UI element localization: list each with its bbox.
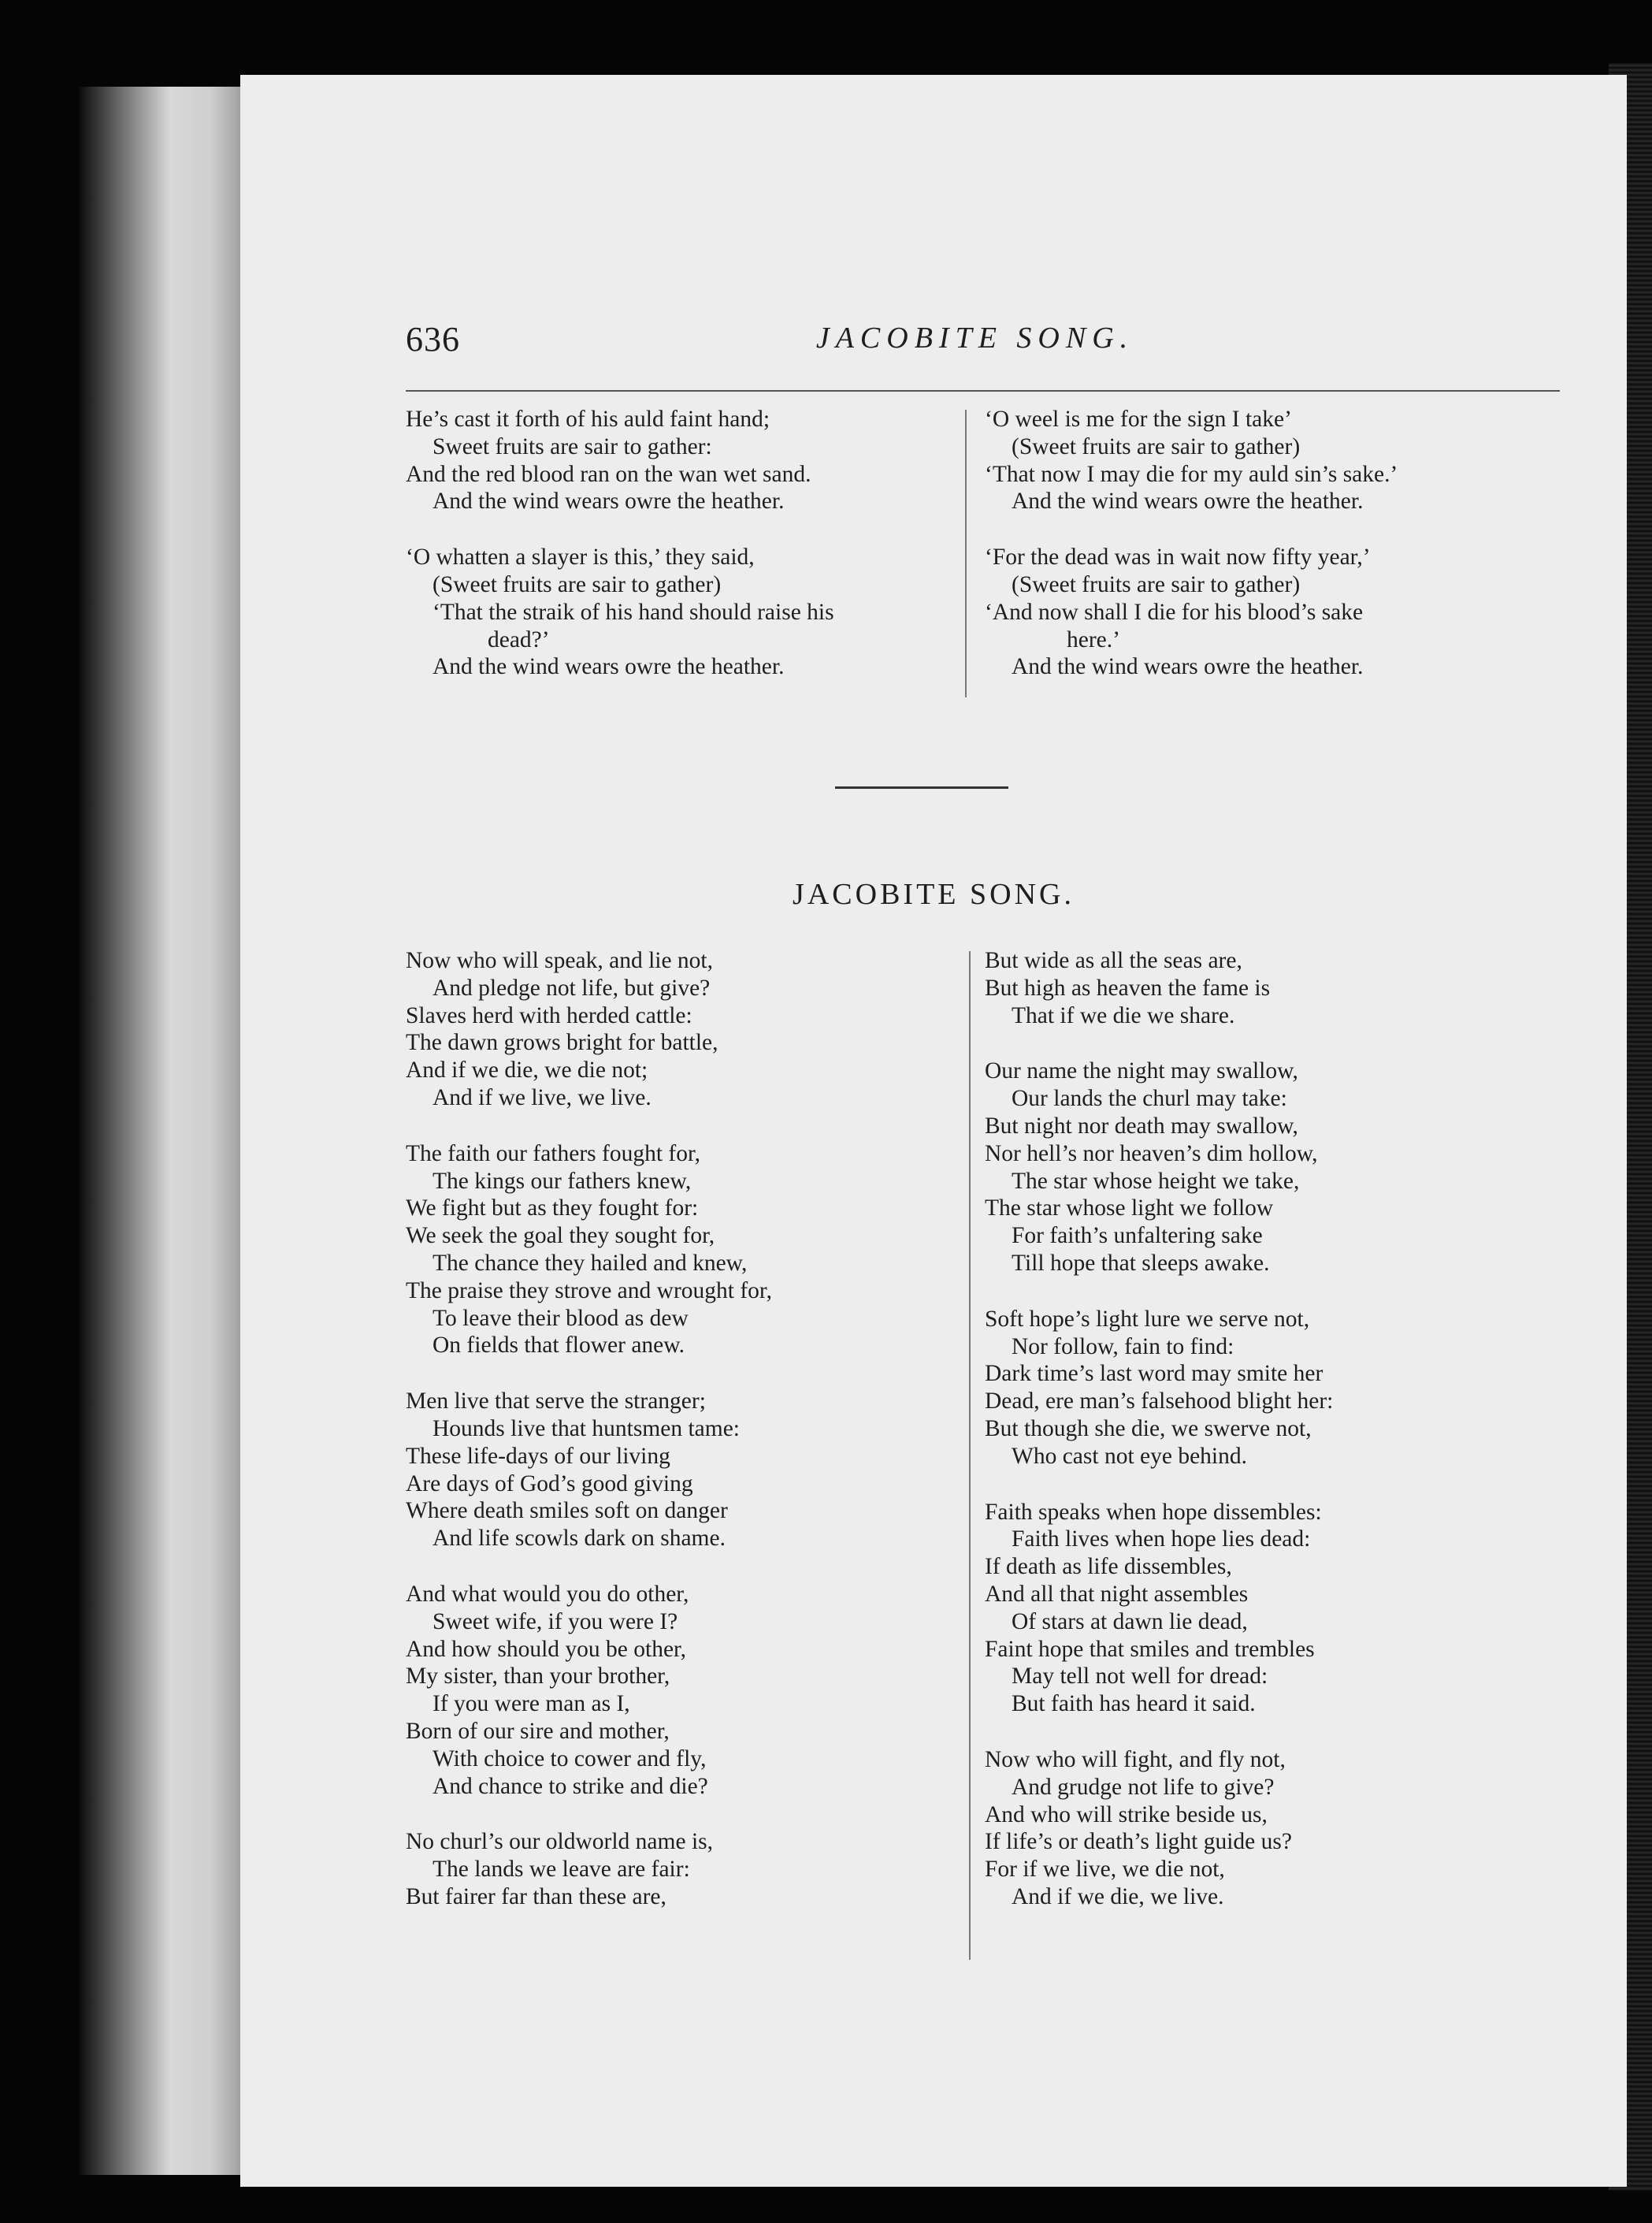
verse-line: May tell not well for dread: <box>1012 1664 1268 1690</box>
verse-line: But night nor death may swallow, <box>985 1113 1298 1139</box>
section-rule <box>835 786 1008 789</box>
verse-line: ‘For the dead was in wait now fifty year,’ <box>985 545 1371 571</box>
verse-line: The kings our fathers knew, <box>432 1168 692 1194</box>
running-title: JACOBITE SONG. <box>815 322 1134 355</box>
verse-line: We seek the goal they sought for, <box>406 1223 715 1249</box>
verse-line: ‘That now I may die for my auld sin’s sake.’ <box>985 461 1398 487</box>
verse-line: And how should you be other, <box>406 1636 687 1662</box>
verse-line: And the wind wears owre the heather. <box>1012 489 1364 515</box>
book-page-edges <box>79 87 244 2175</box>
verse-line: For if we live, we die not, <box>985 1857 1225 1883</box>
verse-line: ‘That the straik of his hand should raise his <box>432 599 834 625</box>
verse-line: (Sweet fruits are sair to gather) <box>1012 571 1301 597</box>
verse-line: My sister, than your brother, <box>406 1664 670 1690</box>
verse-line: The faith our fathers fought for, <box>406 1140 700 1166</box>
verse-line: No churl’s our oldworld name is, <box>406 1829 713 1855</box>
verse-line: ‘And now shall I die for his blood’s sake <box>985 599 1364 625</box>
verse-line: And what would you do other, <box>406 1581 689 1607</box>
verse-line: If you were man as I, <box>432 1691 630 1717</box>
verse-line: Slaves herd with herded cattle: <box>406 1002 692 1028</box>
verse-line: But though she die, we swerve not, <box>985 1415 1312 1441</box>
column-divider <box>969 951 971 1960</box>
column-divider <box>965 410 967 697</box>
stanza <box>406 947 772 1112</box>
stanza <box>406 1388 772 1552</box>
verse-line: ‘O weel is me for the sign I take’ <box>985 407 1292 432</box>
stanza <box>406 406 834 515</box>
stanza <box>406 544 834 681</box>
stanza <box>985 1058 1333 1277</box>
verse-line: We fight but as they fought for: <box>406 1195 699 1221</box>
verse-line: (Sweet fruits are sair to gather) <box>432 571 722 597</box>
verse-line: Our name the night may swallow, <box>985 1058 1298 1084</box>
verse-line: Faith speaks when hope dissembles: <box>985 1499 1322 1525</box>
verse-line: Sweet fruits are sair to gather: <box>432 433 712 459</box>
verse-line: On fields that flower anew. <box>432 1333 685 1359</box>
verse-line: The lands we leave are fair: <box>432 1857 690 1883</box>
verse-line: Born of our sire and mother, <box>406 1718 670 1744</box>
verse-line: These life-days of our living <box>406 1443 670 1469</box>
verse-line: And if we die, we die not; <box>406 1058 648 1084</box>
stanza <box>406 1140 772 1359</box>
verse-line: Now who will fight, and fly not, <box>985 1746 1286 1772</box>
stanza <box>985 1499 1333 1718</box>
verse-line: Our lands the churl may take: <box>1012 1086 1287 1112</box>
verse-line: If death as life dissembles, <box>985 1554 1232 1580</box>
verse-line: And the red blood ran on the wan wet sand. <box>406 461 811 487</box>
verse-line: And pledge not life, but give? <box>432 975 711 1001</box>
verse-line: Faint hope that smiles and trembles <box>985 1636 1315 1662</box>
song-right-column <box>985 947 1333 1939</box>
verse-line: And the wind wears owre the heather. <box>432 654 785 680</box>
verse-line: And grudge not life to give? <box>1012 1774 1275 1800</box>
verse-line: But high as heaven the fame is <box>985 975 1271 1001</box>
prev-poem-right-column <box>985 406 1398 709</box>
verse-line: (Sweet fruits are sair to gather) <box>1012 433 1301 459</box>
verse-line: But fairer far than these are, <box>406 1883 666 1909</box>
verse-line: Where death smiles soft on danger <box>406 1498 728 1524</box>
running-head <box>406 319 1544 366</box>
verse-line: And if we live, we live. <box>432 1084 652 1110</box>
verse-line: dead?’ <box>488 626 550 652</box>
verse-line: And the wind wears owre the heather. <box>1012 654 1364 680</box>
verse-line: The praise they strove and wrought for, <box>406 1277 772 1303</box>
verse-line: Nor hell’s nor heaven’s dim hollow, <box>985 1140 1318 1166</box>
verse-line: The dawn grows bright for battle, <box>406 1030 718 1056</box>
verse-line: Nor follow, fain to find: <box>1012 1333 1234 1359</box>
song-left-column <box>406 947 772 1939</box>
stanza <box>985 1306 1333 1470</box>
verse-line: And life scowls dark on shame. <box>432 1526 726 1552</box>
verse-line: With choice to cower and fly, <box>432 1745 707 1771</box>
song-title: JACOBITE SONG. <box>793 878 1075 911</box>
verse-line: He’s cast it forth of his auld faint hand; <box>406 407 770 432</box>
stanza <box>406 1828 772 1910</box>
page-number: 636 <box>406 320 460 359</box>
verse-line: Men live that serve the stranger; <box>406 1388 706 1414</box>
verse-line: Dead, ere man’s falsehood blight her: <box>985 1388 1334 1414</box>
verse-line: The star whose height we take, <box>1012 1168 1300 1194</box>
verse-line: ‘O whatten a slayer is this,’ they said, <box>406 545 755 571</box>
stanza <box>985 406 1398 515</box>
verse-line: But wide as all the seas are, <box>985 948 1242 973</box>
stanza <box>985 947 1333 1029</box>
verse-line: To leave their blood as dew <box>432 1305 689 1331</box>
verse-line: Faith lives when hope lies dead: <box>1012 1526 1311 1552</box>
verse-line: Dark time’s last word may smite her <box>985 1361 1323 1387</box>
verse-line: here.’ <box>1067 626 1120 652</box>
stanza <box>406 1581 772 1800</box>
stanza <box>985 1746 1333 1911</box>
verse-line: And the wind wears owre the heather. <box>432 489 785 515</box>
prev-poem-left-column <box>406 406 834 709</box>
verse-line: But faith has heard it said. <box>1012 1691 1256 1717</box>
verse-line: The chance they hailed and knew, <box>432 1250 748 1276</box>
verse-line: Of stars at dawn lie dead, <box>1012 1608 1248 1634</box>
verse-line: Who cast not eye behind. <box>1012 1443 1248 1469</box>
verse-line: Sweet wife, if you were I? <box>432 1608 678 1634</box>
verse-line: And chance to strike and die? <box>432 1773 708 1799</box>
verse-line: And who will strike beside us, <box>985 1801 1268 1827</box>
header-rule <box>406 390 1560 392</box>
book-page <box>240 75 1627 2187</box>
stanza <box>985 544 1398 681</box>
verse-line: Are days of God’s good giving <box>406 1470 693 1496</box>
verse-line: Now who will speak, and lie not, <box>406 948 713 973</box>
verse-line: For faith’s unfaltering sake <box>1012 1223 1263 1249</box>
verse-line: Till hope that sleeps awake. <box>1012 1250 1270 1276</box>
verse-line: And all that night assembles <box>985 1581 1249 1607</box>
verse-line: If life’s or death’s light guide us? <box>985 1829 1292 1855</box>
verse-line: And if we die, we live. <box>1012 1883 1224 1909</box>
verse-line: Hounds live that huntsmen tame: <box>432 1415 740 1441</box>
verse-line: That if we die we share. <box>1012 1002 1235 1028</box>
verse-line: The star whose light we follow <box>985 1195 1274 1221</box>
verse-line: Soft hope’s light lure we serve not, <box>985 1306 1310 1332</box>
